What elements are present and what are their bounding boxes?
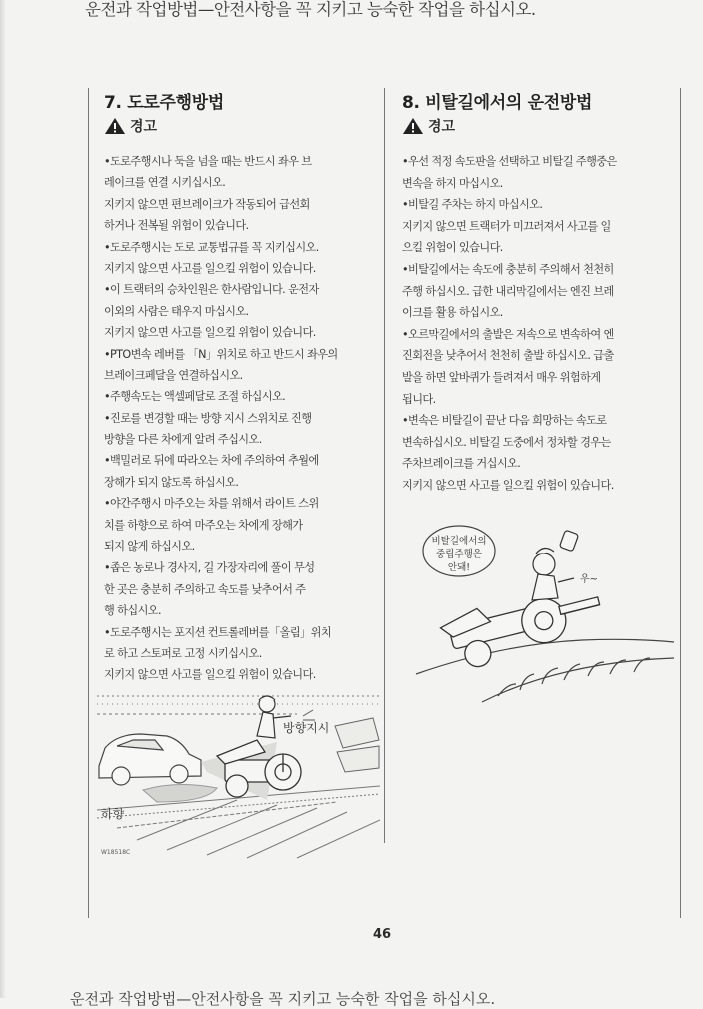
body-line: 지키지 않으면 편브레이크가 작동되어 급선회	[104, 197, 310, 211]
left-column-rule	[88, 88, 89, 918]
body-line: 이외의 사람은 태우지 마십시오.	[104, 304, 249, 318]
body-line: •PTO변속 레버를 「N」위치로 하고 반드시 좌우의	[104, 347, 338, 361]
body-line: 방향을 다른 차에게 알려 주십시오.	[104, 433, 262, 447]
warning-label: 경고	[130, 119, 158, 135]
warning-label: 경고	[428, 119, 456, 135]
body-line: 치를 하향으로 하여 마주오는 차에게 장해가	[104, 518, 303, 532]
body-line: 변속을 하지 마십시오.	[402, 176, 503, 190]
warning-triangle-icon	[104, 117, 126, 135]
body-line: •비탈길에서는 속도에 충분히 주의해서 천천히	[402, 262, 614, 276]
body-line: •야간주행시 마주오는 차를 위해서 라이트 스위	[104, 497, 319, 511]
body-line: 되지 않게 하십시오.	[104, 540, 195, 554]
body-line: 레이크를 연결 시키십시오.	[104, 176, 226, 190]
warning-header	[402, 116, 672, 136]
body-line: •좁은 농로나 경사지, 길 가장자리에 풀이 무성	[104, 561, 315, 575]
page-number: 46	[373, 927, 392, 942]
body-line: 발을 하면 앞바퀴가 들려져서 매우 위험하게	[402, 370, 601, 384]
body-line: 브레이크페달을 연결하십시오.	[104, 368, 243, 382]
body-line: 하거나 전복될 위험이 있습니다.	[104, 219, 249, 233]
bubble-line-2: 중립주행은	[436, 549, 482, 560]
header-banner: 운전과 작업방법—안전사항을 꼭 지키고 능숙한 작업을 하십시오.	[85, 0, 536, 19]
body-line: •백밀러로 뒤에 따라오는 차에 주의하여 추월에	[104, 454, 319, 468]
middle-column-rule	[384, 88, 385, 843]
warning-triangle-icon	[402, 117, 424, 135]
slope-driving-illustration	[412, 524, 674, 724]
scan-edge	[0, 0, 6, 998]
body-line: •진로를 변경할 때는 방향 지시 스위치로 진행	[104, 411, 312, 425]
section-title: 8. 비탈길에서의 운전방법	[402, 93, 593, 113]
figure-code: W18518C	[101, 849, 131, 856]
body-line: 한 곳은 충분히 주의하고 속도를 낮추어서 주	[104, 582, 306, 596]
figure-label-direction: 방향지시	[283, 721, 330, 735]
body-line: •비탈길 주차는 하지 마십시오.	[402, 198, 543, 212]
body-line: 로 하고 스토퍼로 고정 시키십시오.	[104, 646, 262, 660]
body-line: •오르막길에서의 출발은 저속으로 변속하여 엔	[402, 327, 614, 341]
body-line: •도로주행시나 둑을 넘을 때는 반드시 좌우 브	[104, 155, 312, 168]
body-line: 주행 하십시오. 급한 내리막길에서는 엔진 브레	[402, 284, 614, 298]
right-body-text	[402, 151, 672, 497]
body-line: 이크를 활용 하십시오.	[402, 306, 503, 320]
body-line: 진회전을 낮추어서 천천히 출발 하십시오. 급출	[402, 349, 614, 363]
body-line: 행 하십시오.	[104, 604, 161, 618]
body-line: •주행속도는 액셀페달로 조절 하십시오.	[104, 390, 286, 404]
body-line: •이 트랙터의 승차인원은 한사람입니다. 운전자	[104, 283, 319, 297]
exclaim-text: 우~	[580, 574, 599, 585]
body-line: •도로주행시는 포지션 컨트롤레버를「올림」위치	[104, 625, 332, 639]
body-line: 됩니다.	[402, 392, 436, 406]
body-line: •변속은 비탈길이 끝난 다음 희망하는 속도로	[402, 414, 607, 428]
body-line: 주차브레이크를 거십시오.	[402, 457, 521, 471]
road-driving-illustration	[97, 690, 380, 860]
bubble-line-1: 비탈길에서의	[431, 536, 487, 547]
body-line: 지키지 않으면 사고를 일으킬 위험이 있습니다.	[402, 478, 614, 492]
right-section	[402, 88, 672, 497]
left-section	[104, 88, 374, 686]
body-line: 지키지 않으면 사고를 일으킬 위험이 있습니다.	[104, 261, 316, 275]
body-line: 으킬 위험이 있습니다.	[402, 241, 503, 255]
body-line: 장해가 되지 않도록 하십시오.	[104, 475, 239, 489]
body-line: •우선 적정 속도판을 선택하고 비탈길 주행중은	[402, 155, 617, 168]
bubble-line-3: 안돼!	[447, 562, 471, 573]
body-line: •도로주행시는 도로 교통법규를 꼭 지키십시오.	[104, 240, 319, 254]
body-line: 변속하십시오. 비탈길 도중에서 정차할 경우는	[402, 435, 611, 449]
warning-header	[104, 116, 374, 136]
footer-banner: 운전과 작업방법—안전사항을 꼭 지키고 능숙한 작업을 하십시오.	[70, 990, 496, 1008]
figure-label-low: 하향	[101, 807, 125, 821]
body-line: 지키지 않으면 사고를 일으킬 위험이 있습니다.	[104, 326, 316, 340]
body-line: 지키지 않으면 트랙터가 미끄러져서 사고를 일	[402, 219, 611, 233]
left-body-text	[104, 151, 374, 686]
body-line: 지키지 않으면 사고를 일으킬 위험이 있습니다.	[104, 668, 316, 682]
section-title: 7. 도로주행방법	[104, 93, 225, 113]
right-column-rule	[680, 88, 681, 918]
